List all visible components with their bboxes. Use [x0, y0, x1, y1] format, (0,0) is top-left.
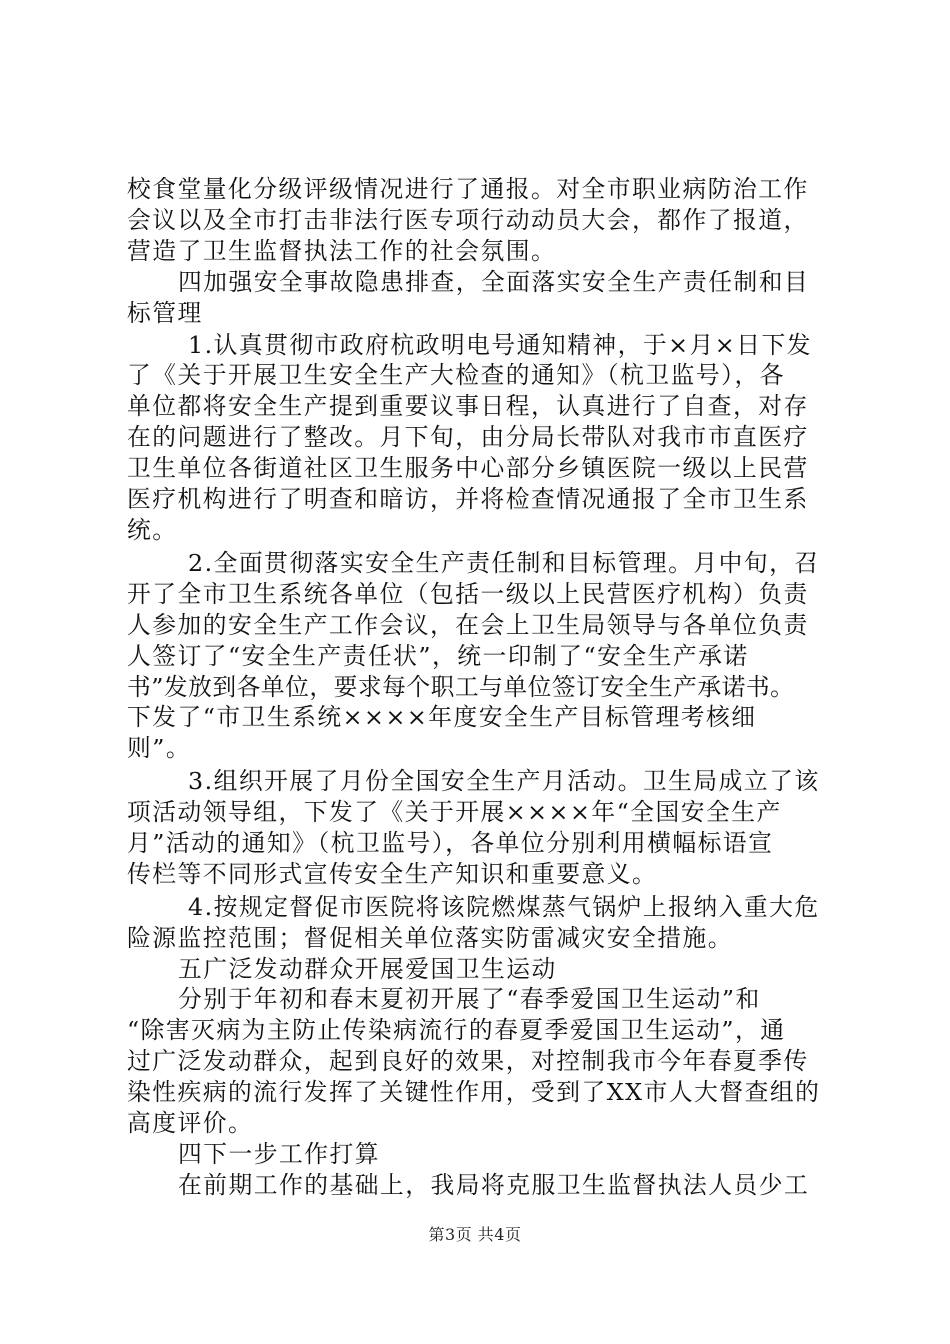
body-text-line: 传栏等不同形式宣传安全生产知识和重要意义。 — [127, 860, 658, 888]
body-text-line: 1.认真贯彻市政府杭政明电号通知精神，于×月×日下发 — [188, 331, 812, 359]
body-text-line: 分别于年初和春末夏初开展了“春季爱国卫生运动”和 — [178, 985, 761, 1013]
body-text-line: 4.按规定督促市医院将该院燃煤蒸气锅炉上报纳入重大危 — [188, 893, 820, 921]
body-text-line: 险源监控范围；督促相关单位落实防雷减灾安全措施。 — [127, 924, 734, 952]
body-text-line: 在的问题进行了整改。月下旬，由分局长带队对我市市直医疗 — [127, 423, 809, 451]
section-heading: 四下一步工作打算 — [178, 1140, 381, 1168]
body-text-line: 2.全面贯彻落实安全生产责任制和目标管理。月中旬，召 — [188, 549, 820, 577]
body-text-line: 高度评价。 — [127, 1109, 254, 1137]
body-text-line: 校食堂量化分级评级情况进行了通报。对全市职业病防治工作 — [127, 175, 809, 203]
body-text-line: 月”活动的通知》（杭卫监号），各单位分别利用横幅标语宣 — [127, 829, 774, 857]
body-text-line: 人签订了“安全生产责任状”，统一印制了“安全生产承诺 — [127, 642, 749, 670]
body-text-line: 医疗机构进行了明查和暗访，并将检查情况通报了全市卫生系 — [127, 485, 809, 513]
body-text-line: “除害灭病为主防止传染病流行的春夏季爱国卫生运动”，通 — [127, 1016, 786, 1044]
body-text-line: 营造了卫生监督执法工作的社会氛围。 — [127, 237, 557, 265]
body-text-line: 在前期工作的基础上，我局将克服卫生监督执法人员少工 — [178, 1171, 810, 1199]
body-text-line: 人参加的安全生产工作会议，在会上卫生局领导与各单位负责 — [127, 611, 809, 639]
body-text-line: 了《关于开展卫生安全生产大检查的通知》（杭卫监号），各 — [127, 361, 785, 389]
body-text-line: 卫生单位各街道社区卫生服务中心部分乡镇医院一级以上民营 — [127, 454, 809, 482]
body-text-line: 单位都将安全生产提到重要议事日程，认真进行了自查，对存 — [127, 392, 809, 420]
body-text-line: 统。 — [127, 516, 178, 544]
body-text-line: 则”。 — [127, 734, 192, 762]
section-heading: 标管理 — [127, 299, 203, 327]
body-text-line: 开了全市卫生系统各单位（包括一级以上民营医疗机构）负责 — [127, 580, 809, 608]
body-text-line: 下发了“市卫生系统××××年度安全生产目标管理考核细 — [127, 703, 757, 731]
body-text-line: 项活动领导组，下发了《关于开展××××年“全国安全生产 — [127, 798, 782, 826]
section-heading: 四加强安全事故隐患排查，全面落实安全生产责任制和目 — [178, 268, 810, 296]
page-footer — [0, 1222, 950, 1245]
body-text-line: 3.组织开展了月份全国安全生产月活动。卫生局成立了该 — [188, 767, 820, 795]
section-heading: 五广泛发动群众开展爱国卫生运动 — [178, 955, 557, 983]
body-text-line: 会议以及全市打击非法行医专项行动动员大会，都作了报道， — [127, 206, 809, 234]
page-number-label: 第3页 共4页 — [428, 1225, 522, 1244]
body-text-line: 染性疾病的流行发挥了关键性作用，受到了XX市人大督查组的 — [127, 1078, 821, 1106]
body-text-line: 过广泛发动群众，起到良好的效果，对控制我市今年春夏季传 — [127, 1047, 809, 1075]
body-text-line: 书”发放到各单位，要求每个职工与单位签订安全生产承诺书。 — [127, 673, 795, 701]
